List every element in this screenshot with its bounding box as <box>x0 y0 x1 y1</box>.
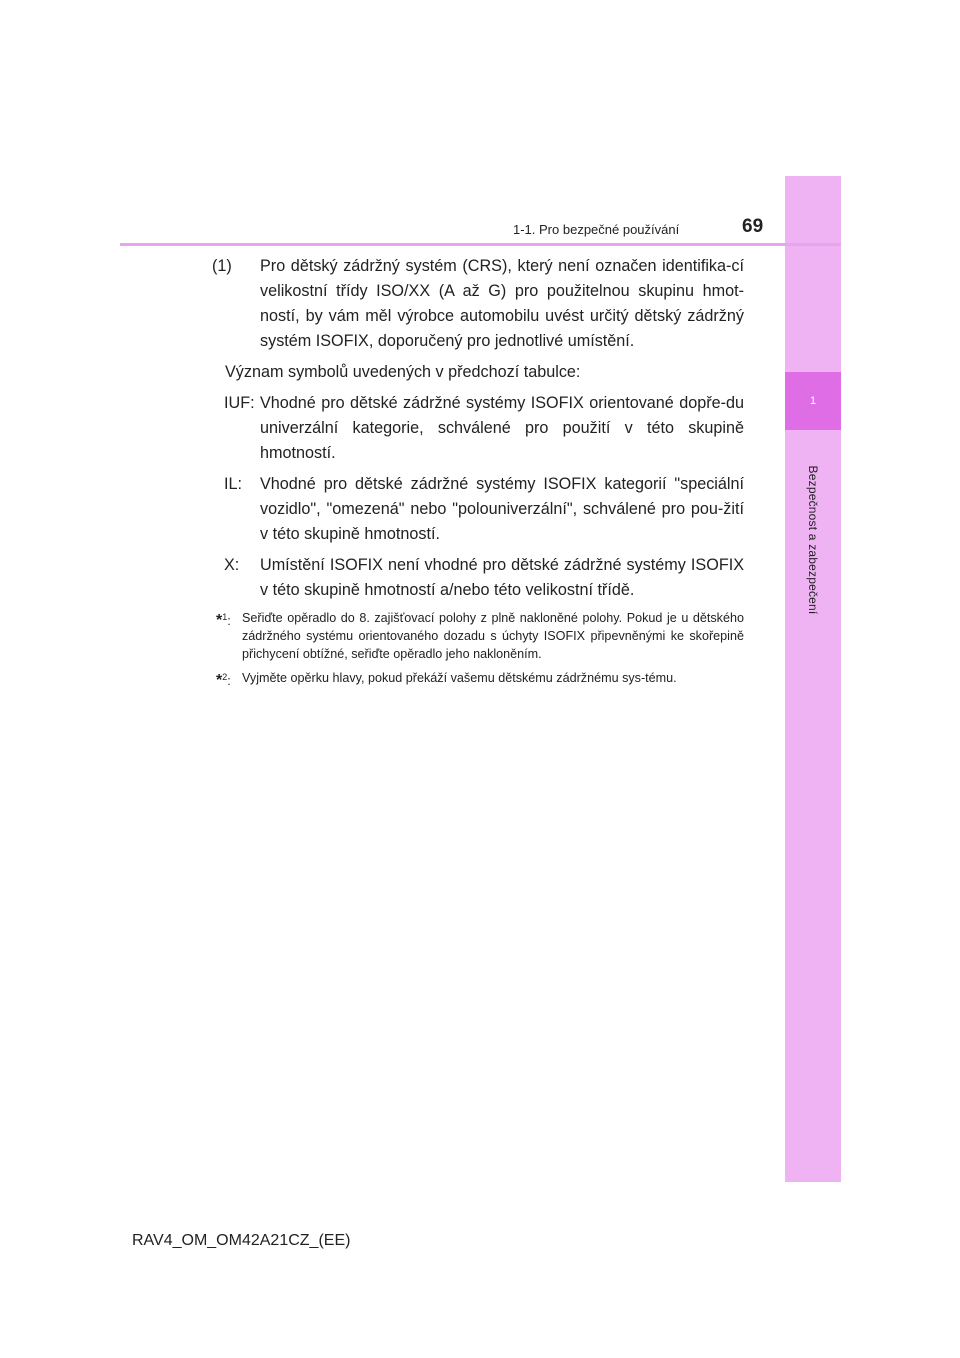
legend-item-iuf <box>212 391 744 466</box>
footnote-star: * <box>216 612 223 630</box>
legend-intro: Význam symbolů uvedených v předchozí tabulce: <box>225 363 581 381</box>
note-1 <box>212 254 744 354</box>
legend-item-text: Vhodné pro dětské zádržné systémy ISOFIX orientované dopře-du univerzální kategorie, schválené pro použití v této skupině hmotností. <box>260 394 744 462</box>
note-1-text: Pro dětský zádržný systém (CRS), který není označen identifika-cí velikostní třídy ISO/XX (A až G) pro použitelnou skupinu hmot-ností, by vám měl výrobce automobilu uvést určitý dětský zádržný systém ISOFIX, doporučený pro jednotlivé umístění. <box>260 257 744 350</box>
chapter-tab-number: 1 <box>785 372 841 430</box>
footnote-star: * <box>216 672 223 690</box>
legend-item-label: X: <box>224 556 240 574</box>
footnote-1-marker: *$^1$: <box>216 612 231 630</box>
footnote-1-text: Seřiďte opěradlo do 8. zajišťovací polohy z plně nakloněné polohy. Pokud je u dětského zádržného systému orientovaného dozadu s úchyty ISOFIX připevněnými ke skořepině přichycení obtížné, seřiďte opěradlo jeho nakloněním. <box>242 611 744 661</box>
legend-item-label: IUF: <box>224 394 255 412</box>
legend-item-text: Vhodné pro dětské zádržné systémy ISOFIX kategorií "speciální vozidlo", "omezená" nebo "polouniverzální", schválené pro pou-žití v této skupině hmotností. <box>260 475 744 543</box>
footnote-number: 2 <box>222 672 228 682</box>
footnote-2-text: Vyjměte opěrku hlavy, pokud překáží vašemu dětskému zádržnému sys-tému. <box>242 671 677 685</box>
page-content <box>212 254 744 693</box>
header-divider <box>120 243 841 246</box>
note-1-label: (1) <box>212 257 232 275</box>
legend-item-label: IL: <box>224 475 242 493</box>
legend-item-il <box>212 472 744 547</box>
document-code: RAV4_OM_OM42A21CZ_(EE) <box>132 1232 351 1249</box>
page-number: 69 <box>742 216 764 237</box>
legend-item-text: Umístění ISOFIX není vhodné pro dětské zádržné systémy ISOFIX v této skupině hmotností a/nebo této velikostní třídě. <box>260 556 744 599</box>
chapter-tab-label: Bezpečnost a zabezpečení <box>806 465 820 615</box>
chapter-tab-strip <box>785 176 841 1182</box>
footnote-1 <box>212 609 744 663</box>
legend-item-x <box>212 553 744 603</box>
footnote-2 <box>212 669 744 690</box>
header-section-title: 1-1. Pro bezpečné používání <box>513 222 680 237</box>
footnote-2-marker: *$^2$: <box>216 672 231 690</box>
footnote-number: 1 <box>222 612 228 622</box>
